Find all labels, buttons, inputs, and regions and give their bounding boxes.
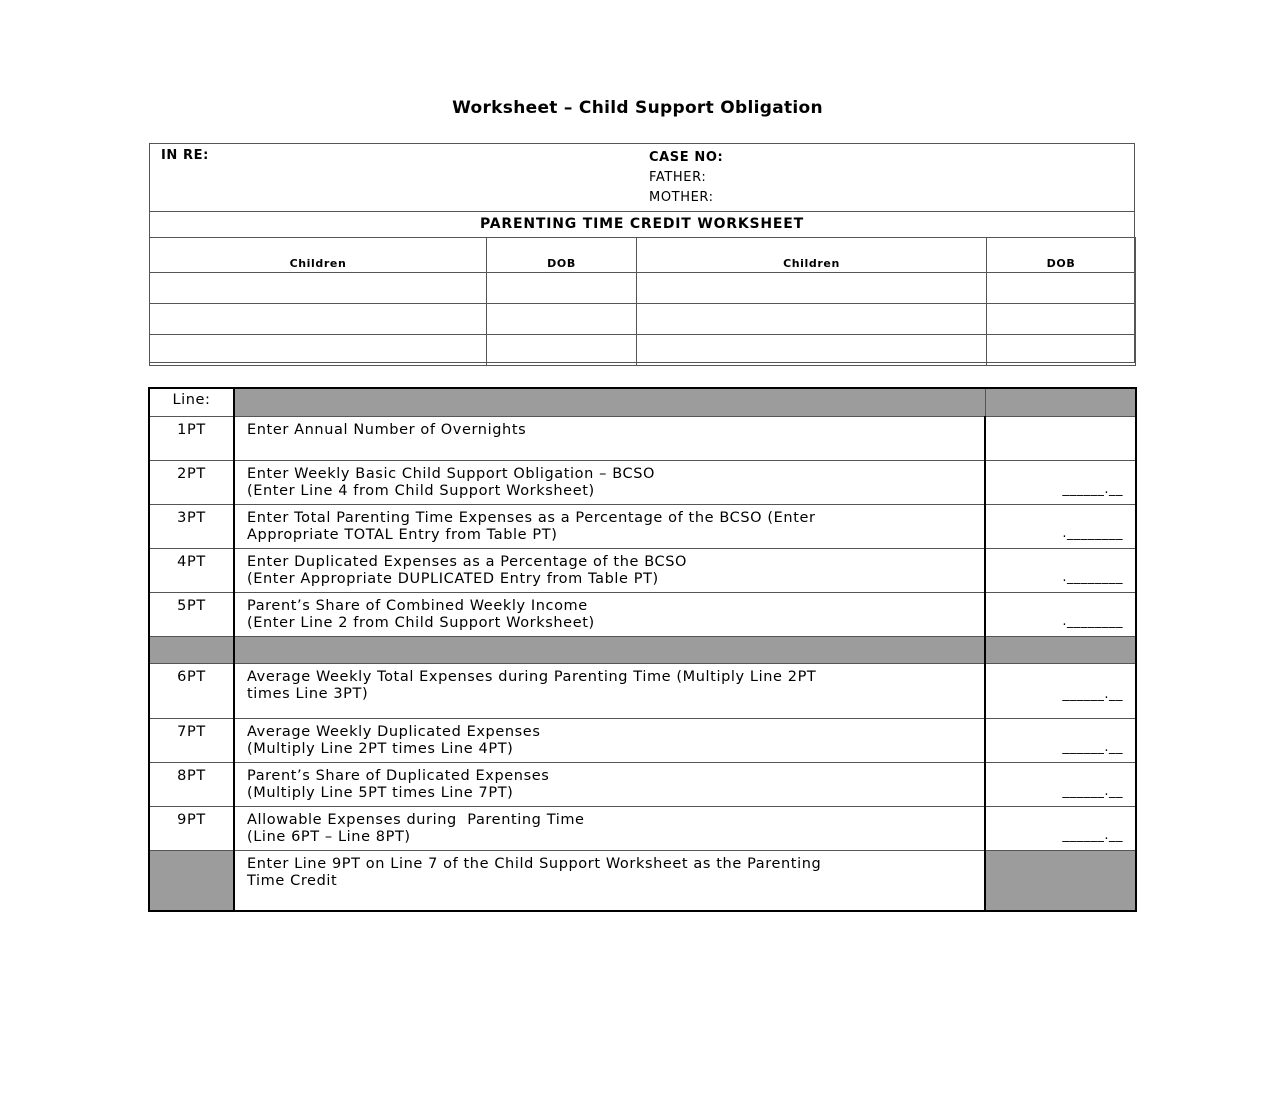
final-instruction [234, 850, 985, 911]
child-name-cell[interactable] [150, 335, 487, 366]
separator-shaded-cell [149, 636, 234, 663]
dob-column-header: DOB [487, 238, 637, 273]
line-description-subtext: Appropriate TOTAL Entry from Table PT) [247, 526, 558, 543]
line-value-field[interactable]: ______.__ [985, 718, 1136, 762]
line-row-2pt [149, 460, 1136, 504]
line-number: 2PT [149, 460, 234, 504]
line-description [234, 504, 985, 548]
separator-shaded-cell [985, 636, 1136, 663]
line-value-field[interactable]: .________ [985, 504, 1136, 548]
case-no-label: CASE NO: [649, 150, 724, 165]
line-description [234, 806, 985, 850]
dob-column-header: DOB [987, 238, 1136, 273]
line-number: 1PT [149, 416, 234, 460]
child-dob-cell[interactable] [987, 304, 1136, 335]
line-description [234, 416, 985, 460]
section-separator-row [149, 636, 1136, 663]
line-table-header-row [149, 388, 1136, 416]
line-description-subtext: times Line 3PT) [247, 685, 369, 702]
child-dob-cell[interactable] [987, 273, 1136, 304]
line-row-7pt [149, 718, 1136, 762]
in-re-label: IN RE: [161, 148, 209, 163]
child-name-cell[interactable] [637, 273, 987, 304]
line-number: 7PT [149, 718, 234, 762]
children-row [150, 304, 1136, 335]
child-dob-cell[interactable] [987, 335, 1136, 366]
child-dob-cell[interactable] [487, 304, 637, 335]
line-description-subtext: (Enter Appropriate DUPLICATED Entry from Table PT) [247, 570, 659, 587]
line-description [234, 762, 985, 806]
child-dob-cell[interactable] [487, 335, 637, 366]
final-instruction-row [149, 850, 1136, 911]
line-description-subtext: (Line 6PT – Line 8PT) [247, 828, 411, 845]
header-shaded-cell [985, 388, 1136, 416]
mother-label: MOTHER: [649, 190, 714, 205]
case-header-box [149, 143, 1135, 363]
line-description [234, 548, 985, 592]
line-description-subtext: (Enter Line 2 from Child Support Worksheet) [247, 614, 595, 631]
line-description-text: Enter Weekly Basic Child Support Obligation – BCSO [247, 465, 656, 482]
child-name-cell[interactable] [150, 273, 487, 304]
line-description [234, 460, 985, 504]
line-row-8pt [149, 762, 1136, 806]
line-number: 5PT [149, 592, 234, 636]
line-row-1pt [149, 416, 1136, 460]
page-title: Worksheet – Child Support Obligation [452, 98, 823, 118]
case-info-block [649, 148, 723, 208]
child-name-cell[interactable] [637, 335, 987, 366]
line-description-subtext: (Multiply Line 5PT times Line 7PT) [247, 784, 514, 801]
final-instruction-subtext: Time Credit [247, 872, 338, 889]
line-value-field[interactable] [985, 416, 1136, 460]
child-name-cell[interactable] [637, 304, 987, 335]
child-dob-cell[interactable] [487, 273, 637, 304]
line-description-text: Allowable Expenses during Parenting Time [247, 811, 585, 828]
parenting-time-line-table [148, 387, 1137, 912]
children-row [150, 273, 1136, 304]
separator-shaded-cell [234, 636, 985, 663]
line-value-field[interactable]: ______.__ [985, 762, 1136, 806]
line-description-text: Parent’s Share of Duplicated Expenses [247, 767, 550, 784]
line-value-field[interactable]: ______.__ [985, 460, 1136, 504]
line-number: 3PT [149, 504, 234, 548]
final-shaded-cell [149, 850, 234, 911]
line-number: 9PT [149, 806, 234, 850]
children-table-header-row [150, 238, 1136, 273]
line-description-text: Enter Duplicated Expenses as a Percentage of the BCSO [247, 553, 688, 570]
line-value-field[interactable]: .________ [985, 592, 1136, 636]
line-description-text: Average Weekly Duplicated Expenses [247, 723, 541, 740]
line-description [234, 663, 985, 718]
line-description [234, 718, 985, 762]
children-column-header: Children [150, 238, 487, 273]
line-description-text: Enter Annual Number of Overnights [247, 421, 527, 438]
line-description-subtext: (Multiply Line 2PT times Line 4PT) [247, 740, 514, 757]
line-value-field[interactable]: ______.__ [985, 663, 1136, 718]
line-description-subtext: (Enter Line 4 from Child Support Worksheet) [247, 482, 595, 499]
line-number: 6PT [149, 663, 234, 718]
children-table [149, 237, 1136, 366]
line-description-text: Enter Total Parenting Time Expenses as a Percentage of the BCSO (Enter [247, 509, 816, 526]
final-shaded-cell [985, 850, 1136, 911]
parenting-time-credit-heading: PARENTING TIME CREDIT WORKSHEET [480, 216, 804, 232]
line-header-label: Line: [149, 388, 234, 416]
line-number: 4PT [149, 548, 234, 592]
line-description-text: Average Weekly Total Expenses during Parenting Time (Multiply Line 2PT [247, 668, 817, 685]
line-value-field[interactable]: .________ [985, 548, 1136, 592]
father-label: FATHER: [649, 170, 707, 185]
line-row-6pt [149, 663, 1136, 718]
line-row-5pt [149, 592, 1136, 636]
line-row-4pt [149, 548, 1136, 592]
line-description [234, 592, 985, 636]
header-shaded-cell [234, 388, 985, 416]
line-description-text: Parent’s Share of Combined Weekly Income [247, 597, 588, 614]
children-row [150, 335, 1136, 366]
line-row-3pt [149, 504, 1136, 548]
line-number: 8PT [149, 762, 234, 806]
children-column-header: Children [637, 238, 987, 273]
line-value-field[interactable]: ______.__ [985, 806, 1136, 850]
divider [150, 211, 1134, 212]
final-instruction-text: Enter Line 9PT on Line 7 of the Child Support Worksheet as the Parenting [247, 855, 822, 872]
line-row-9pt [149, 806, 1136, 850]
child-name-cell[interactable] [150, 304, 487, 335]
